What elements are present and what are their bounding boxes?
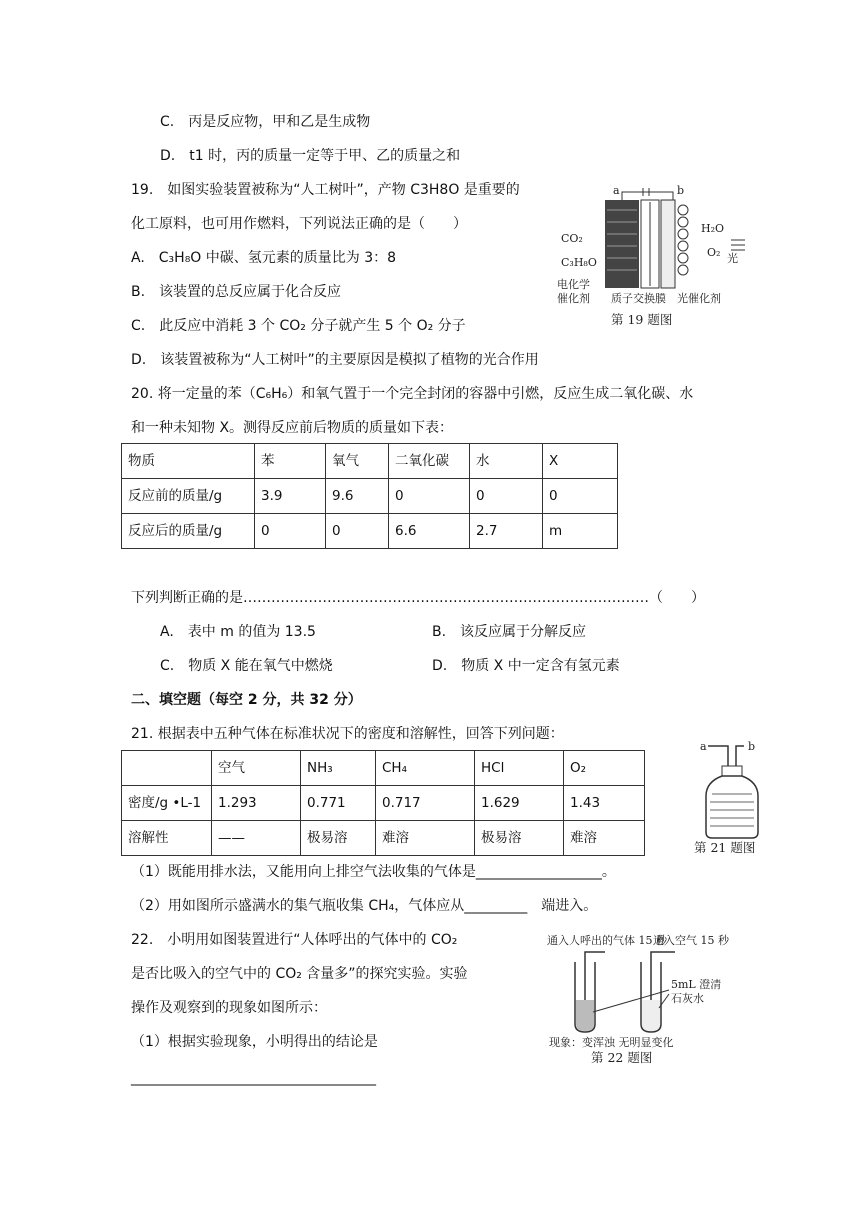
table-cell: 0.717 xyxy=(376,786,475,821)
table-cell: 难溶 xyxy=(564,821,645,856)
table-header-cell: HCl xyxy=(475,751,564,786)
fig19-label-a: a xyxy=(613,184,620,197)
q21-stem: 21. 根据表中五种气体在标准状况下的密度和溶解性，回答下列问题： xyxy=(131,726,564,742)
table-header-cell: O₂ xyxy=(564,751,645,786)
table-header-row xyxy=(122,444,618,479)
q21-gas-bottle-figure xyxy=(690,736,780,856)
q20-stem-line2: 和一种未知物 X。测得反应前后物质的质量如下表： xyxy=(131,420,454,436)
q21-sub2: （2）用如图所示盛满水的集气瓶收集 CH₄，气体应从_________ 端进入。 xyxy=(131,898,598,914)
q20-option-d: D. 物质 X 中一定含有氢元素 xyxy=(432,658,620,674)
fig19-c3h8o: C₃H₈O xyxy=(561,256,597,269)
fig22-right-label: 通入空气 15 秒 xyxy=(653,934,729,947)
table-cell: 反应前的质量/g xyxy=(122,479,255,514)
table-cell: 溶解性 xyxy=(122,821,212,856)
table-cell: 0 xyxy=(255,514,326,549)
section-title: 二、填空题（每空 2 分，共 32 分） xyxy=(131,692,362,708)
q21-sub1: （1）既能用排水法，又能用向上排空气法收集的气体是__________________。 xyxy=(131,864,616,880)
fig22-reagent-line1: 5mL 澄清 xyxy=(671,978,722,991)
table-cell: 9.6 xyxy=(326,479,389,514)
fig21-label-b: b xyxy=(748,740,756,753)
table-cell: 3.9 xyxy=(255,479,326,514)
q20-option-b: B. 该反应属于分解反应 xyxy=(432,624,587,640)
fig22-observation: 现象：变浑浊 无明显变化 xyxy=(549,1036,674,1049)
q22-stem-line3: 操作及观察到的现象如图所示： xyxy=(131,1000,327,1016)
table-cell: —— xyxy=(212,821,301,856)
table-header-cell: 空气 xyxy=(212,751,301,786)
table-header-row xyxy=(122,751,645,786)
table-header-cell: X xyxy=(543,444,618,479)
q19-option-c: C. 此反应中消耗 3 个 CO₂ 分子就产生 5 个 O₂ 分子 xyxy=(131,318,466,334)
table-cell: 0 xyxy=(326,514,389,549)
fig19-photo-catalyst-label: 光催化剂 xyxy=(677,292,721,305)
fig19-light: 光 xyxy=(727,252,738,265)
q22-sub1: （1）根据实验现象，小明得出的结论是 xyxy=(131,1034,378,1050)
table-cell: 1.293 xyxy=(212,786,301,821)
q19-stem-line1: 19. 如图实验装置被称为“人工树叶”，产物 C3H8O 是重要的 xyxy=(131,182,520,198)
cloudy-limewater xyxy=(576,1000,594,1031)
fig21-label-a: a xyxy=(700,740,707,753)
q20-option-a: A. 表中 m 的值为 13.5 xyxy=(160,624,316,640)
fig21-caption: 第 21 题图 xyxy=(694,840,756,855)
table-cell: 1.43 xyxy=(564,786,645,821)
q19-artificial-leaf-figure xyxy=(555,182,770,332)
q19-stem-line2: 化工原料，也可用作燃料，下列说法正确的是（ ） xyxy=(131,216,467,232)
electro-catalyst-layer xyxy=(605,200,639,288)
table-header-cell: NH₃ xyxy=(301,751,376,786)
table-cell: 6.6 xyxy=(389,514,470,549)
q22-test-tube-figure xyxy=(545,928,775,1064)
table-header-cell: 苯 xyxy=(255,444,326,479)
table-header-cell: 二氧化碳 xyxy=(389,444,470,479)
q19-option-d: D. 该装置被称为“人工树叶”的主要原因是模拟了植物的光合作用 xyxy=(131,352,539,368)
table-cell: 2.7 xyxy=(470,514,543,549)
clear-limewater xyxy=(642,1000,660,1031)
fig19-co2: CO₂ xyxy=(561,232,583,245)
q20-judge-line: 下列判断正确的是……………………………………………………………………………（ ） xyxy=(131,590,705,606)
q19-option-b: B. 该装置的总反应属于化合反应 xyxy=(131,284,342,300)
table-header-cell: 氧气 xyxy=(326,444,389,479)
table-row xyxy=(122,514,618,549)
table-row xyxy=(122,479,618,514)
table-cell: 0 xyxy=(389,479,470,514)
table-header-cell: 水 xyxy=(470,444,543,479)
fig19-electro-catalyst-line1: 电化学 xyxy=(557,278,590,291)
q21-gas-table xyxy=(121,750,645,856)
fig22-reagent-line2: 石灰水 xyxy=(671,992,704,1005)
q18-option-c: C. 丙是反应物，甲和乙是生成物 xyxy=(160,114,371,130)
fig19-membrane-label: 质子交换膜 xyxy=(611,292,666,305)
fig19-o2: O₂ xyxy=(707,246,721,259)
table-cell: 密度/g •L-1 xyxy=(122,786,212,821)
q19-option-a: A. C₃H₈O 中碳、氢元素的质量比为 3：8 xyxy=(131,250,397,266)
q18-option-d: D. t1 时，丙的质量一定等于甲、乙的质量之和 xyxy=(160,148,461,164)
table-cell: m xyxy=(543,514,618,549)
fig22-left-label: 通入人呼出的气体 15 秒 xyxy=(547,934,667,947)
table-cell: 0 xyxy=(470,479,543,514)
table-header-cell xyxy=(122,751,212,786)
fig19-label-b: b xyxy=(677,184,685,197)
q22-answer-line: ___________________________________ xyxy=(131,1070,376,1086)
photo-catalyst-layer xyxy=(661,200,675,288)
fig22-caption: 第 22 题图 xyxy=(591,1050,653,1064)
table-header-cell: CH₄ xyxy=(376,751,475,786)
fig19-h2o: H₂O xyxy=(701,222,725,235)
q20-option-c: C. 物质 X 能在氧气中燃烧 xyxy=(160,658,333,674)
table-cell: 0.771 xyxy=(301,786,376,821)
table-header-cell: 物质 xyxy=(122,444,255,479)
table-cell: 0 xyxy=(543,479,618,514)
table-row xyxy=(122,786,645,821)
table-cell: 极易溶 xyxy=(301,821,376,856)
q22-stem-line1: 22. 小明用如图装置进行“人体呼出的气体中的 CO₂ xyxy=(131,932,458,948)
table-cell: 难溶 xyxy=(376,821,475,856)
table-cell: 极易溶 xyxy=(475,821,564,856)
q20-mass-table xyxy=(121,443,618,549)
fig19-electro-catalyst-line2: 催化剂 xyxy=(557,292,590,305)
fig19-caption: 第 19 题图 xyxy=(611,312,673,327)
table-row xyxy=(122,821,645,856)
q20-stem-line1: 20. 将一定量的苯（C₆H₆）和氧气置于一个完全封闭的容器中引燃，反应生成二氧化碳、水 xyxy=(131,386,694,402)
table-cell: 1.629 xyxy=(475,786,564,821)
q22-stem-line2: 是否比吸入的空气中的 CO₂ 含量多”的探究实验。实验 xyxy=(131,966,468,982)
table-cell: 反应后的质量/g xyxy=(122,514,255,549)
